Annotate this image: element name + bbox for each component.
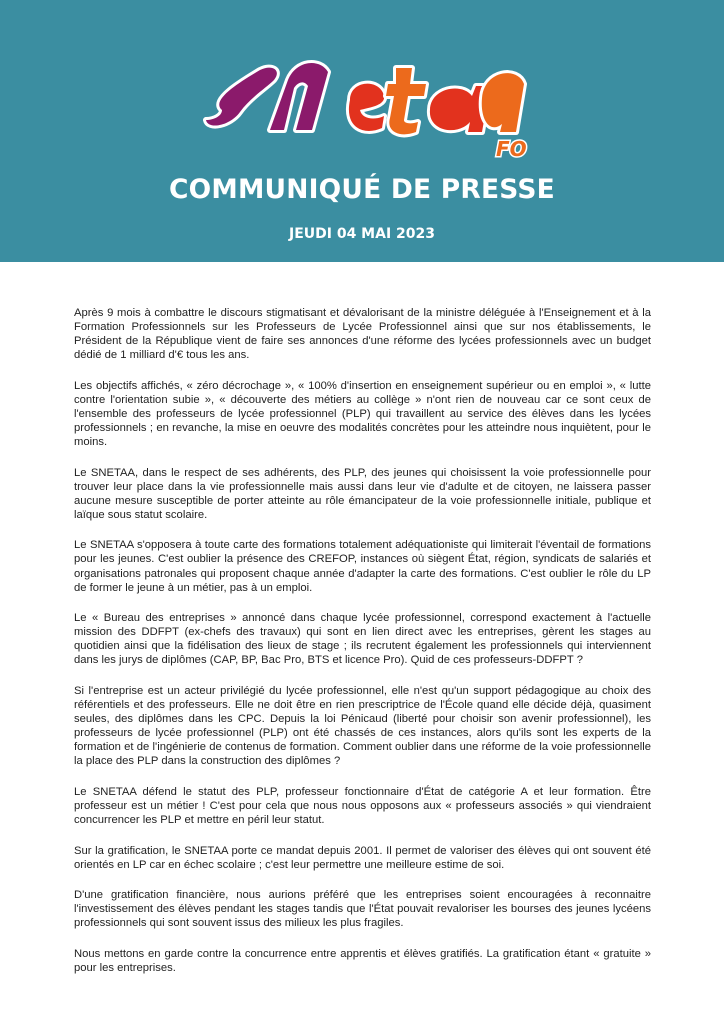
press-release-date: JEUDI 04 MAI 2023 xyxy=(288,226,435,242)
paragraph: Sur la gratification, le SNETAA porte ce mandat depuis 2001. Il permet de valoriser des élèves qui ont souvent été orientés en LP car en échec scolaire ; c'est leur permettre une meilleure estime de soi. xyxy=(74,844,651,871)
paragraph: Le « Bureau des entreprises » annoncé dans chaque lycée professionnel, correspond exactement à l'actuelle mission des DDFPT (ex-chefs des travaux) qui sont en lien direct avec les entreprises, gèrent les stages au quotidien ainsi que la fidélisation des lieux de stage ; ils recrutent également les professionnels qui interviennent dans les jurys de diplômes (CAP, BP, Bac Pro, BTS et licence Pro). Quid de ces professeurs-DDFPT ? xyxy=(74,612,651,667)
press-release-body xyxy=(74,306,651,991)
paragraph: Après 9 mois à combattre le discours stigmatisant et dévalorisant de la ministre déléguée à l'Enseignement et à la Formation Professionnels sur les Professeurs de Lycée Professionnel ainsi que sur nos établissements, le Président de la République vient de faire ses annonces d'une réforme des lycées professionnels avec un budget dédié de 1 milliard d'€ tous les ans. xyxy=(74,307,651,362)
paragraph: Le SNETAA, dans le respect de ses adhérents, des PLP, des jeunes qui choisissent la voie professionnelle pour trouver leur place dans la vie professionnelle mais aussi dans leur vie d'adulte et de citoyen, ne laissera passer aucune mesure susceptible de porter atteinte au rôle émancipateur de la voie professionnelle initiale, publique et laïque sous statut scolaire. xyxy=(74,466,651,521)
paragraph: Le SNETAA s'opposera à toute carte des formations totalement adéquationiste qui limiterait l'éventail de formations pour les jeunes. C'est oublier la présence des CREFOP, instances où siègent État, région, syndicats de salariés et organisations patronales qui proposent chaque année d'adapter la carte des formations. C'est oublier le rôle du LP de former le jeune à un métier, pas à un emploi. xyxy=(74,539,651,594)
paragraph: D'une gratification financière, nous aurions préféré que les entreprises soient encouragées à reconnaitre l'investissement des élèves pendant les stages tandis que l'État pouvait revaloriser les bourses des jeunes lycéens professionnels qui sont souvent issus des milieux les plus fragiles. xyxy=(74,889,651,930)
paragraph: Les objectifs affichés, « zéro décrochage », « 100% d'insertion en enseignement supérieur ou en emploi », « lutte contre l'orientation subie », « découverte des métiers au collège » n'ont rien de nouveau car ce sont ceux de l'ensemble des professeurs de lycée professionnel (PLP) qui travaillent au service des élèves dans les lycées professionnels ; en revanche, la mise en oeuvre des modalités concrètes pour les atteindre nous inquiètent, pour le moins. xyxy=(74,379,651,449)
paragraph: Si l'entreprise est un acteur privilégié du lycée professionnel, elle n'est qu'un support pédagogique au choix des référentiels et des professeurs. Elle ne doit être en rien prescriptrice de l'École quand elle décide déjà, quasiment seules, des diplômes dans les CPC. Depuis la loi Pénicaud (liberté pour choisir son avenir professionnel), les professeurs de lycée professionnel (PLP) ont été chassés de ces instances, alors qu'ils sont les experts de la formation et de l'ingénierie de contenus de formation. Comment oublier dans une réforme de la voie professionnelle la place des PLP dans la construction des diplômes ? xyxy=(74,684,651,768)
snetaa-fo-logo xyxy=(200,40,530,160)
logo-fo: FO xyxy=(496,137,527,160)
header-banner xyxy=(0,0,724,262)
paragraph: Le SNETAA défend le statut des PLP, professeur fonctionnaire d'État de catégorie A et leur formation. Être professeur est un métier ! C'est pour cela que nous nous opposons aux « professeurs associés » qui viendraient concurrencer les PLP et mettre en péril leur statut. xyxy=(74,785,651,827)
logo-letters xyxy=(206,63,524,134)
paragraph: Nous mettons en garde contre la concurrence entre apprentis et élèves gratifiés. La gratification étant « gratuite » pour les entreprises. xyxy=(74,947,651,974)
press-release-title: COMMUNIQUÉ DE PRESSE xyxy=(169,174,555,205)
